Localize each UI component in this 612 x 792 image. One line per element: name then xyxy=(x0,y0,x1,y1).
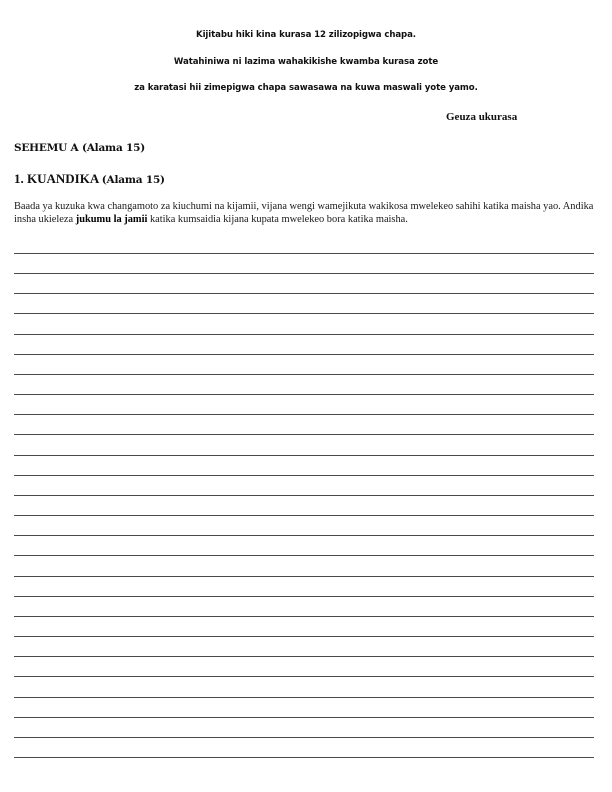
answer-line[interactable] xyxy=(14,374,594,375)
question-number-title: 1. KUANDIKA xyxy=(14,171,99,186)
page-count-notice: Kijitabu hiki kina kurasa 12 zilizopigwa chapa. xyxy=(196,30,416,40)
answer-line[interactable] xyxy=(14,596,594,597)
answer-line[interactable] xyxy=(14,676,594,677)
question-marks: (Alama 15) xyxy=(101,174,165,186)
answer-line[interactable] xyxy=(14,273,594,274)
turn-page-label: Geuza ukurasa xyxy=(446,111,518,123)
answer-line[interactable] xyxy=(14,313,594,314)
answer-writing-area[interactable] xyxy=(14,0,594,792)
answer-line[interactable] xyxy=(14,253,594,254)
answer-line[interactable] xyxy=(14,616,594,617)
answer-line[interactable] xyxy=(14,656,594,657)
answer-line[interactable] xyxy=(14,354,594,355)
answer-line[interactable] xyxy=(14,434,594,435)
answer-line[interactable] xyxy=(14,414,594,415)
candidate-check-notice: Watahiniwa ni lazima wahakikishe kwamba kurasa zote xyxy=(173,57,439,67)
answer-line[interactable] xyxy=(14,717,594,718)
section-title: SEHEMU A (Alama 15) xyxy=(14,142,146,154)
answer-line[interactable] xyxy=(14,475,594,476)
candidate-check-notice-continued: za karatasi hii zimepigwa chapa sawasawa na kuwa maswali yote yamo. xyxy=(134,83,478,93)
prompt-text-after: katika kumsaidia kijana kupata mwelekeo bora katika maisha. xyxy=(147,214,408,225)
answer-line[interactable] xyxy=(14,293,594,294)
answer-line[interactable] xyxy=(14,737,594,738)
prompt-emphasis: jukumu la jamii xyxy=(75,214,148,225)
answer-line[interactable] xyxy=(14,394,594,395)
answer-line[interactable] xyxy=(14,455,594,456)
answer-line[interactable] xyxy=(14,535,594,536)
answer-line[interactable] xyxy=(14,334,594,335)
answer-line[interactable] xyxy=(14,495,594,496)
answer-line[interactable] xyxy=(14,576,594,577)
answer-line[interactable] xyxy=(14,757,594,758)
answer-line[interactable] xyxy=(14,555,594,556)
answer-line[interactable] xyxy=(14,697,594,698)
prompt-text-before: Baada ya kuzuka kwa changamoto za kiuchumi na kijamii, vijana wengi wamejikuta wakikosa mwelekeo sahihi katika maisha yao. Andika insha ukieleza xyxy=(14,201,594,225)
answer-line[interactable] xyxy=(14,636,594,637)
answer-line[interactable] xyxy=(14,515,594,516)
